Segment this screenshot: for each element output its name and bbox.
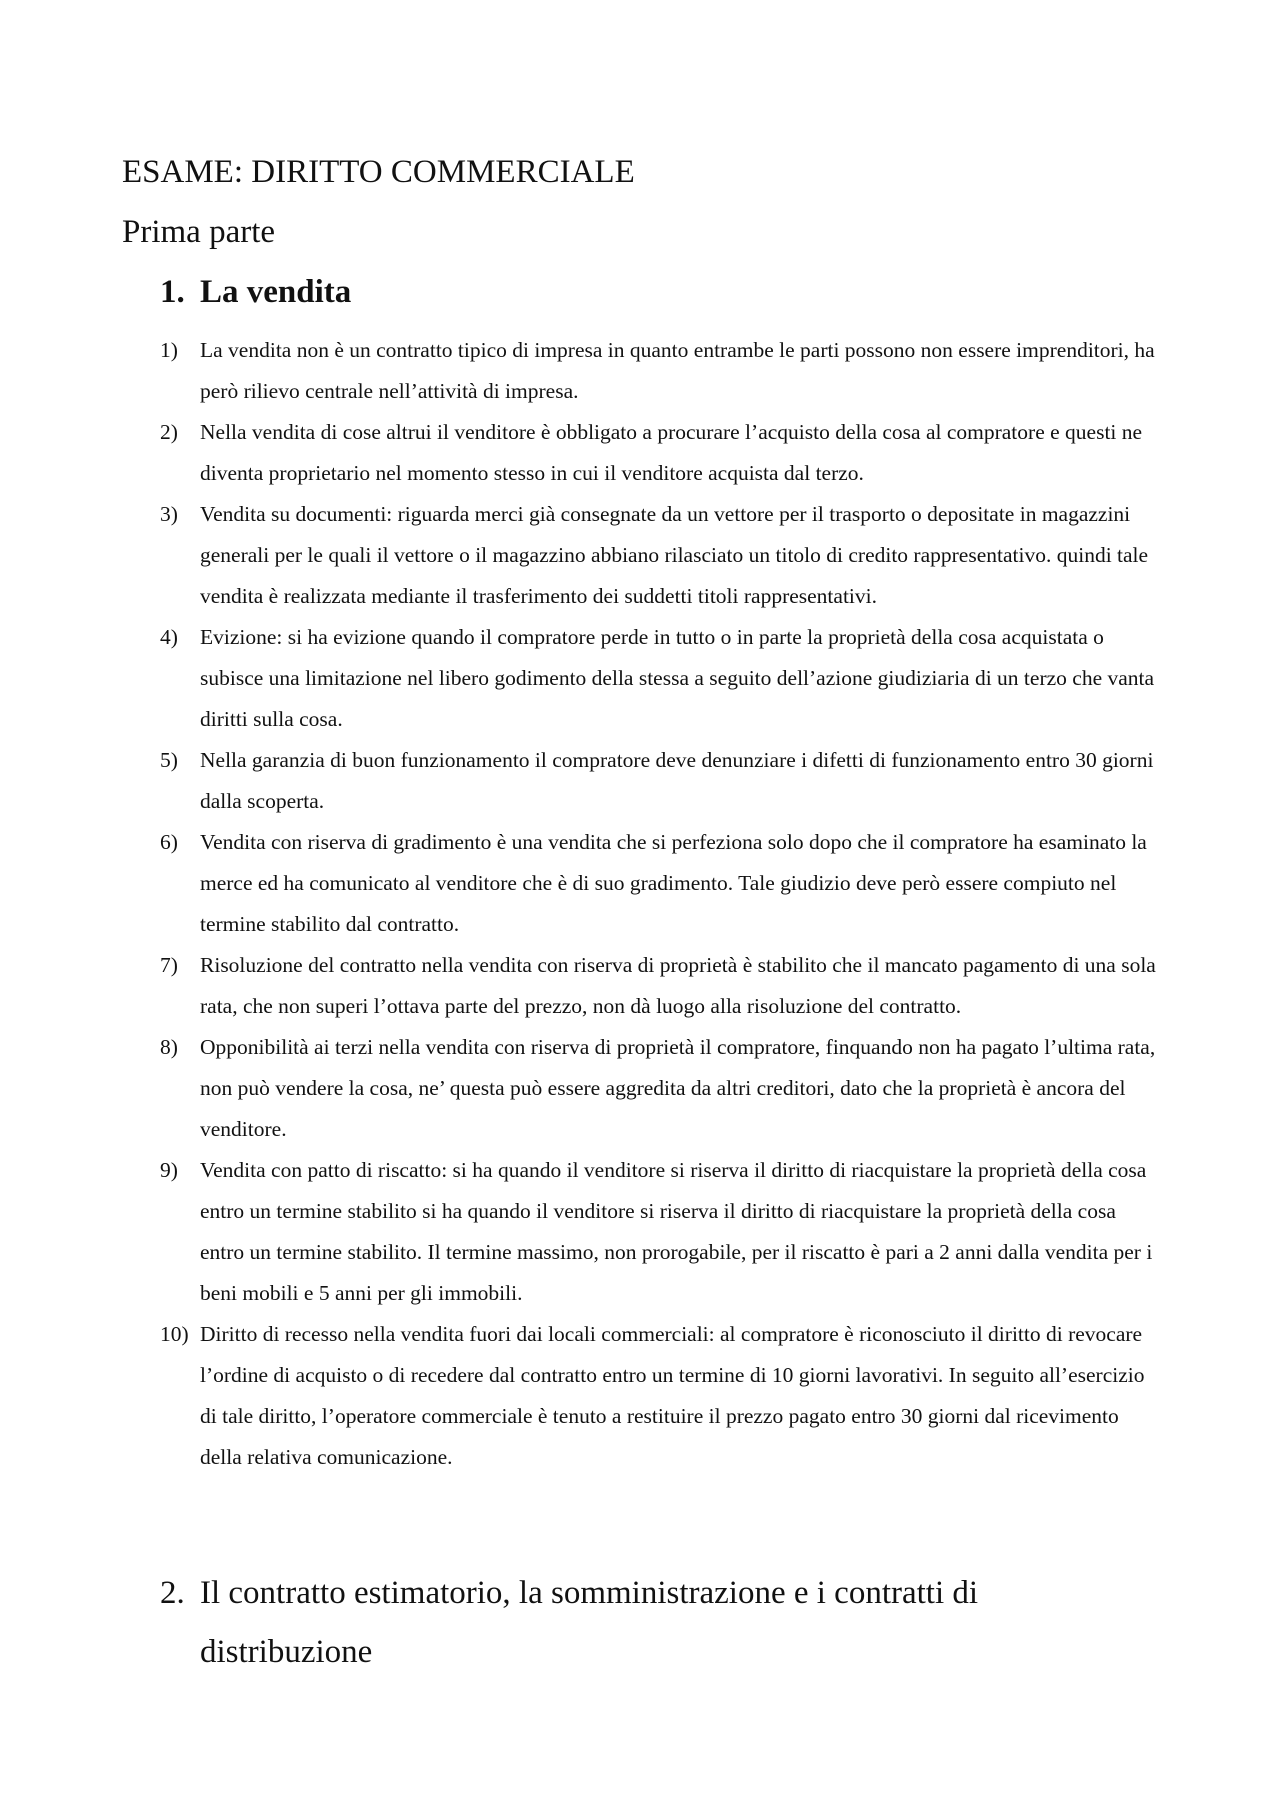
item-number: 9): [160, 1158, 178, 1182]
document-subtitle: Prima parte: [122, 214, 276, 250]
list-item: [160, 740, 1160, 822]
item-number: 7): [160, 953, 178, 977]
numbered-list: [160, 330, 1160, 1478]
list-item: [160, 330, 1160, 412]
section-number: 2.: [160, 1575, 185, 1611]
item-text: Vendita con riserva di gradimento è una vendita che si perfeziona solo dopo che il compratore ha esaminato la merce ed ha comunicato al venditore che è di suo gradimento. Tale giudizio deve però essere compiuto nel termine stabilito dal contratto.: [200, 830, 1147, 936]
list-item: [160, 412, 1160, 494]
item-text: Vendita su documenti: riguarda merci già consegnate da un vettore per il trasporto o depositate in magazzini generali per le quali il vettore o il magazzino abbiano rilasciato un titolo di credito rappresentativo. quindi tale vendita è realizzata mediante il trasferimento dei suddetti titoli rappresentativi.: [200, 502, 1149, 608]
item-number: 2): [160, 420, 178, 444]
document-title: ESAME: DIRITTO COMMERCIALE: [122, 154, 635, 190]
item-number: 3): [160, 502, 178, 526]
list-item: [160, 822, 1160, 945]
item-text: Diritto di recesso nella vendita fuori dai locali commerciali: al compratore è riconosciuto il diritto di revocare l’ordine di acquisto o di recedere dal contratto entro un termine di 10 giorni lavorativi. In seguito all’esercizio di tale diritto, l’operatore commerciale è tenuto a restituire il prezzo pagato entro 30 giorni dal ricevimento della relativa comunicazione.: [200, 1322, 1145, 1469]
section-heading-2: [160, 1564, 1060, 1682]
item-number: 10): [160, 1322, 189, 1346]
item-text: Vendita con patto di riscatto: si ha quando il venditore si riserva il diritto di riacquistare la proprietà della cosa entro un termine stabilito si ha quando il venditore si riserva il diritto di riacquistare la proprietà della cosa entro un termine stabilito. Il termine massimo, non prorogabile, per il riscatto è pari a 2 anni dalla vendita per i beni mobili e 5 anni per gli immobili.: [200, 1158, 1153, 1305]
list-item: [160, 617, 1160, 740]
section-number: 1.: [160, 274, 185, 310]
item-text: Risoluzione del contratto nella vendita con riserva di proprietà è stabilito che il mancato pagamento di una sola rata, che non superi l’ottava parte del prezzo, non dà luogo alla risoluzione del contratto.: [200, 953, 1156, 1018]
list-item: [160, 1314, 1160, 1478]
item-text: Nella garanzia di buon funzionamento il compratore deve denunziare i difetti di funzionamento entro 30 giorni dalla scoperta.: [200, 748, 1154, 813]
item-number: 4): [160, 625, 178, 649]
list-item: [160, 494, 1160, 617]
item-text: Opponibilità ai terzi nella vendita con riserva di proprietà il compratore, finquando non ha pagato l’ultima rata, non può vendere la cosa, ne’ questa può essere aggredita da altri creditori, dato che la proprietà è ancora del venditore.: [200, 1035, 1156, 1141]
item-number: 5): [160, 748, 178, 772]
item-number: 6): [160, 830, 178, 854]
list-item: [160, 945, 1160, 1027]
item-number: 8): [160, 1035, 178, 1059]
item-text: Nella vendita di cose altrui il venditore è obbligato a procurare l’acquisto della cosa al compratore e questi ne diventa proprietario nel momento stesso in cui il venditore acquista dal terzo.: [200, 420, 1143, 485]
list-item: [160, 1150, 1160, 1314]
section-title: La vendita: [200, 274, 352, 310]
item-text: Evizione: si ha evizione quando il compratore perde in tutto o in parte la proprietà della cosa acquistata o subisce una limitazione nel libero godimento della stessa a seguito dell’azione giudiziaria di un terzo che vanta diritti sulla cosa.: [200, 625, 1155, 731]
list-item: [160, 1027, 1160, 1150]
item-number: 1): [160, 338, 178, 362]
item-text: La vendita non è un contratto tipico di impresa in quanto entrambe le parti possono non essere imprenditori, ha però rilievo centrale nell’attività di impresa.: [200, 338, 1155, 403]
section-title: Il contratto estimatorio, la somministrazione e i contratti di distribuzione: [200, 1575, 979, 1670]
